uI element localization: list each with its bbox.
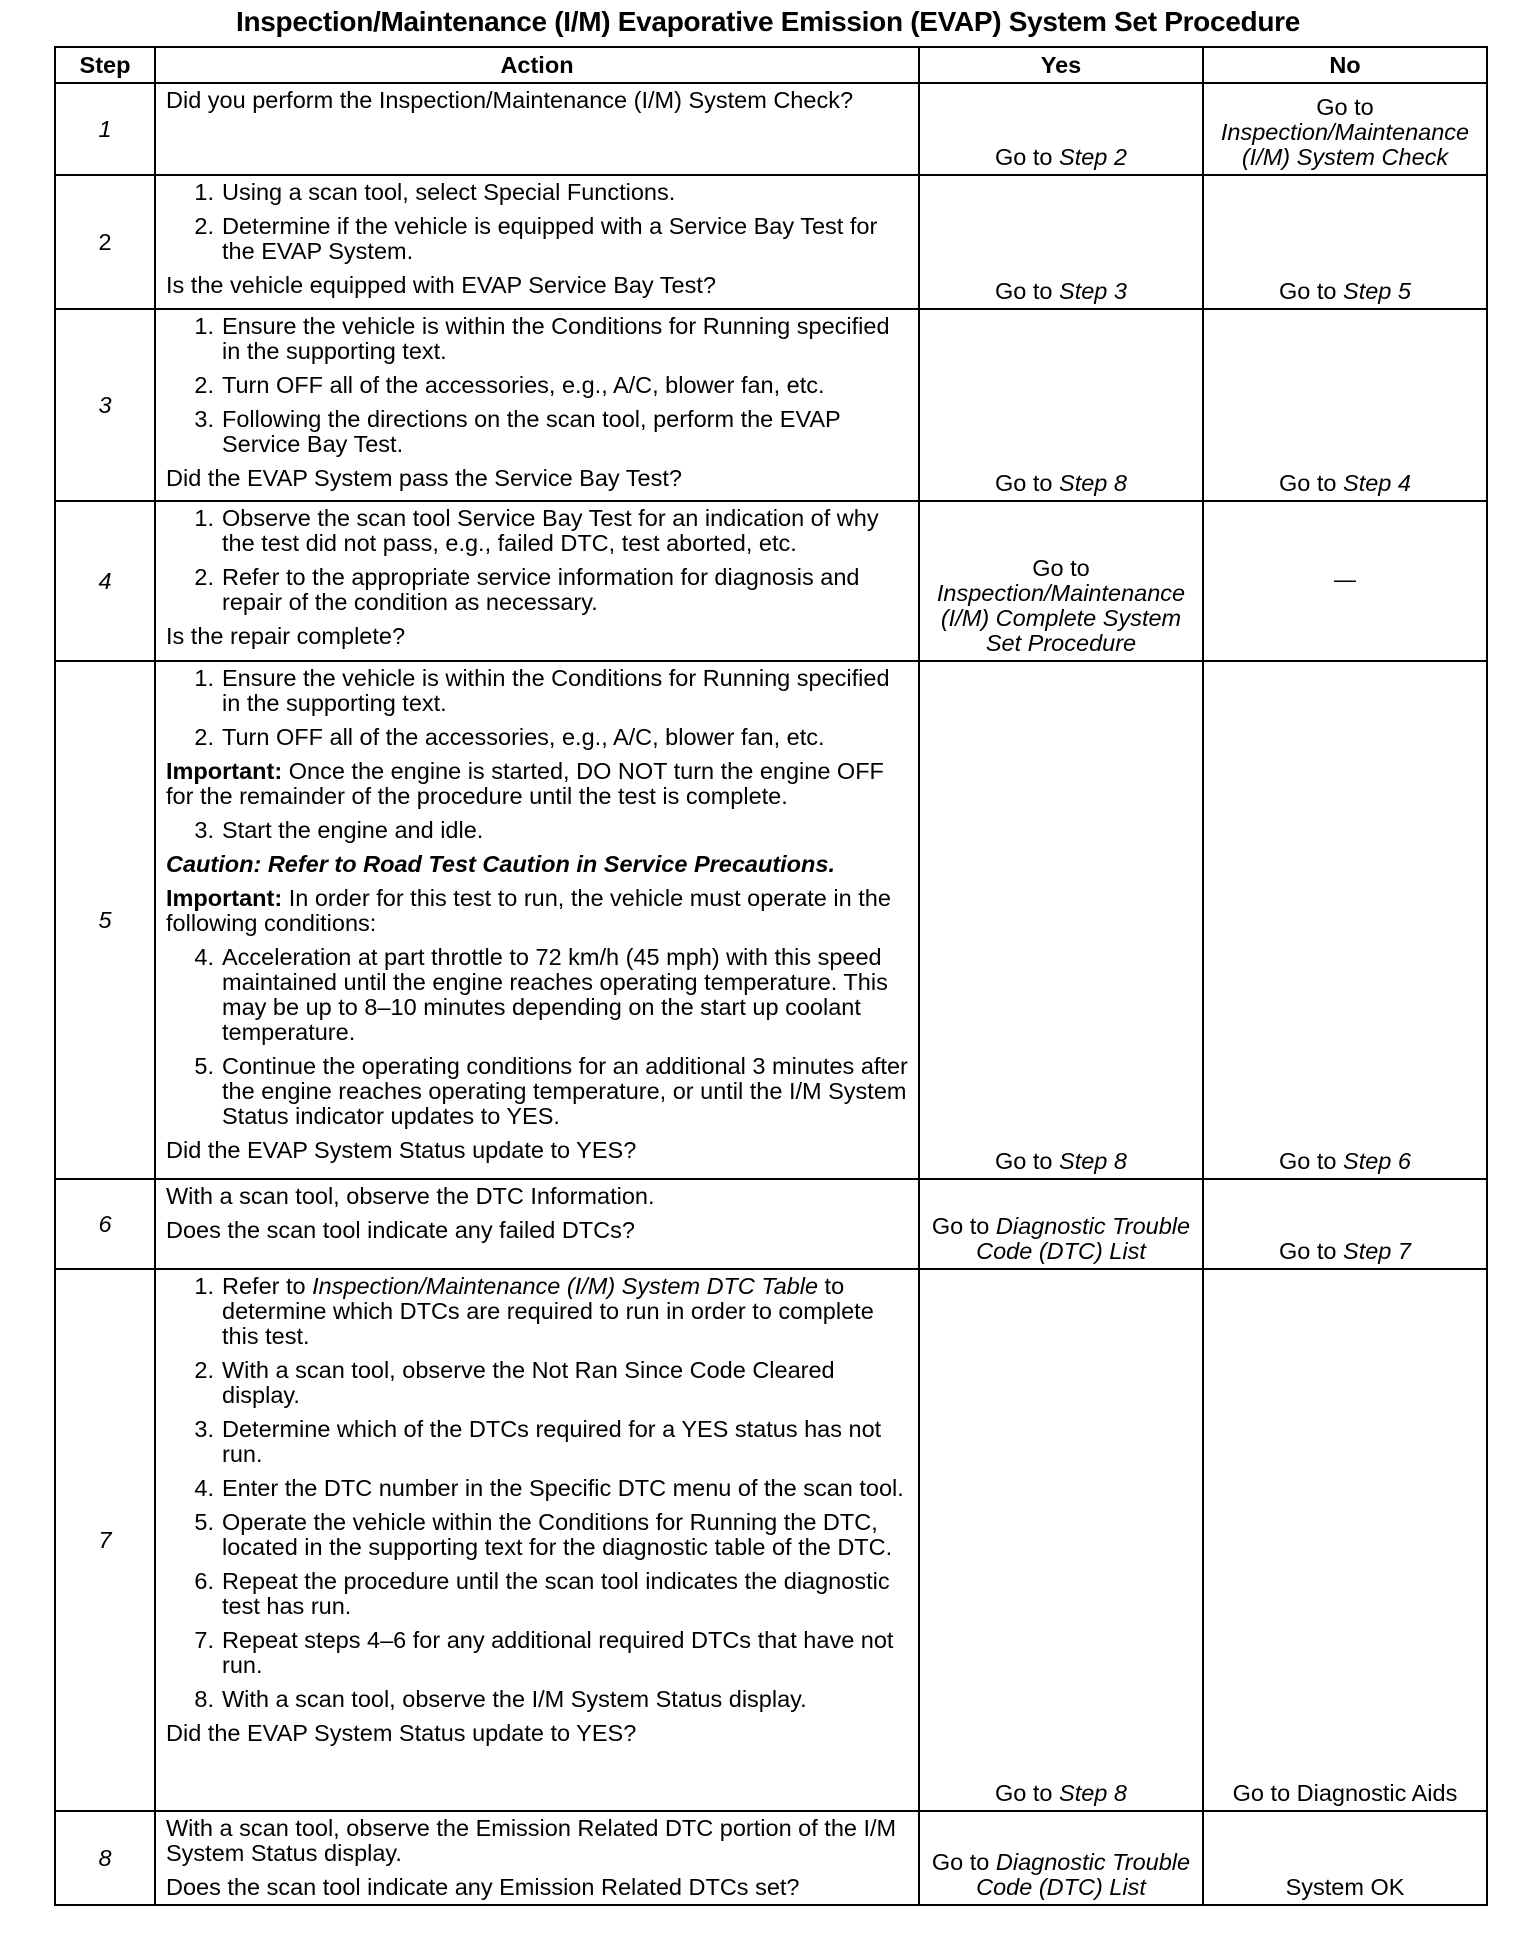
yes-cell [919,1269,1203,1811]
diagnostic-aids-link[interactable]: Go to Diagnostic Aids [1232,1780,1458,1806]
step-number: 2 [55,175,155,309]
yes-step-link[interactable]: Step 2 [1059,144,1127,170]
yes-cell [919,661,1203,1179]
list-item [166,407,908,457]
question: Did you perform the Inspection/Maintenance (I/M) System Check? [166,87,854,113]
table-row [55,309,1487,501]
item-text: to determine which DTCs are required to run in order to complete this test. [222,1273,874,1349]
item-number: 4. [194,944,214,970]
question: Is the vehicle equipped with EVAP Service Bay Test? [166,272,716,298]
yes-step-link[interactable]: Step 8 [1059,470,1127,496]
item-number: 2. [194,724,214,750]
action-cell [155,83,919,175]
list-item [166,1054,908,1129]
no-step-link[interactable]: Step 6 [1343,1148,1411,1174]
no-step-link[interactable]: Step 4 [1343,470,1411,496]
question: Did the EVAP System pass the Service Bay Test? [166,465,682,491]
no-cell [1203,309,1487,501]
item-number: 1. [194,313,214,339]
no-step-link[interactable]: Step 5 [1343,278,1411,304]
list-item [166,180,908,205]
table-header-row [55,47,1487,83]
no-cell [1203,1179,1487,1269]
list-item [166,1687,908,1712]
item-text: Refer to [222,1273,313,1299]
item-number: 2. [194,564,214,590]
item-number: 1. [194,505,214,531]
yes-cell [919,175,1203,309]
no-step-link[interactable]: Step 7 [1343,1238,1411,1264]
yes-procedure-link[interactable]: Inspection/Maintenance (I/M) Complete System Set Procedure [936,580,1186,656]
no-procedure-link[interactable]: Inspection/Maintenance (I/M) System Check [1220,119,1470,170]
item-text: Acceleration at part throttle to 72 km/h (45 mph) with this speed maintained until the engine reaches operating temperature. This may be up to 8–10 minutes depending on the start up coolant temperature. [222,944,888,1045]
yes-text: Go to [995,144,1060,170]
item-text: Turn OFF all of the accessories, e.g., A/C, blower fan, etc. [222,724,825,750]
yes-cell [919,1179,1203,1269]
no-text: Go to [1279,278,1344,304]
table-row [55,1269,1487,1811]
no-cell [1203,1811,1487,1905]
important-note [166,759,908,809]
item-text: Repeat the procedure until the scan tool indicates the diagnostic test has run. [222,1568,890,1619]
no-text: Go to [1279,1238,1344,1264]
no-cell [1203,83,1487,175]
item-text: Using a scan tool, select Special Functions. [222,179,676,205]
page-title: Inspection/Maintenance (I/M) Evaporative Emission (EVAP) System Set Procedure [235,6,1300,37]
yes-text: Go to [995,278,1060,304]
item-number: 8. [194,1686,214,1712]
no-cell [1203,501,1487,661]
list-item [166,1510,908,1560]
item-text: Following the directions on the scan tool, perform the EVAP Service Bay Test. [222,406,841,457]
yes-text: Go to [995,1780,1060,1806]
header-no: No [1203,47,1487,83]
table-row [55,501,1487,661]
item-text: With a scan tool, observe the Not Ran Since Code Cleared display. [222,1357,835,1408]
important-note [166,886,908,936]
no-cell [1203,1269,1487,1811]
list-item [166,565,908,615]
list-item [166,725,908,750]
important-label: Important: [166,758,283,784]
question: Is the repair complete? [166,623,406,649]
no-dash: — [1334,566,1356,592]
item-text: Enter the DTC number in the Specific DTC menu of the scan tool. [222,1475,904,1501]
yes-text: Go to [931,1213,996,1239]
item-number: 2. [194,1357,214,1383]
item-number: 1. [194,179,214,205]
no-cell [1203,175,1487,309]
yes-text: Go to [1032,555,1090,581]
yes-cell [919,1811,1203,1905]
yes-cell [919,309,1203,501]
list-item [166,1358,908,1408]
step-number: 3 [55,309,155,501]
item-number: 1. [194,1273,214,1299]
item-text: With a scan tool, observe the I/M System Status display. [222,1686,807,1712]
list-item [166,1476,908,1501]
yes-text: Go to [995,1148,1060,1174]
item-text: Determine if the vehicle is equipped with a Service Bay Test for the EVAP System. [222,213,878,264]
instruction-text: With a scan tool, observe the DTC Information. [166,1183,655,1209]
yes-step-link[interactable]: Step 3 [1059,278,1127,304]
question: Does the scan tool indicate any Emission Related DTCs set? [166,1874,800,1900]
question: Did the EVAP System Status update to YES? [166,1137,637,1163]
step-number: 8 [55,1811,155,1905]
header-yes: Yes [919,47,1203,83]
list-item [166,1274,908,1349]
important-text: Once the engine is started, DO NOT turn the engine OFF for the remainder of the procedure until the test is complete. [166,758,884,809]
list-item [166,314,908,364]
action-cell [155,661,919,1179]
yes-step-link[interactable]: Step 8 [1059,1780,1127,1806]
question: Did the EVAP System Status update to YES? [166,1720,637,1746]
item-text: Observe the scan tool Service Bay Test for an indication of why the test did not pass, e.g., failed DTC, test aborted, etc. [222,505,879,556]
item-number: 4. [194,1475,214,1501]
table-row [55,661,1487,1179]
list-item [166,506,908,556]
no-text: Go to [1279,1148,1344,1174]
action-cell [155,1179,919,1269]
dtc-table-link[interactable]: Inspection/Maintenance (I/M) System DTC Table [312,1273,819,1299]
action-cell [155,175,919,309]
item-number: 3. [194,406,214,432]
no-cell [1203,661,1487,1179]
step-number: 5 [55,661,155,1179]
item-number: 2. [194,213,214,239]
instruction-text: With a scan tool, observe the Emission Related DTC portion of the I/M System Status display. [166,1815,897,1866]
yes-cell [919,501,1203,661]
action-cell [155,501,919,661]
item-text: Refer to the appropriate service information for diagnosis and repair of the condition as necessary. [222,564,860,615]
list-item [166,373,908,398]
header-step: Step [55,47,155,83]
no-text: Go to [1316,94,1374,120]
caution-note: Caution: Refer to Road Test Caution in Service Precautions. [166,851,835,877]
table-row [55,83,1487,175]
table-row [55,1811,1487,1905]
list-item [166,214,908,264]
action-cell [155,1269,919,1811]
item-text: Determine which of the DTCs required for a YES status has not run. [222,1416,882,1467]
list-item [166,666,908,716]
header-action: Action [155,47,919,83]
list-item [166,1569,908,1619]
item-number: 3. [194,1416,214,1442]
list-item [166,945,908,1045]
yes-cell [919,83,1203,175]
item-number: 6. [194,1568,214,1594]
item-number: 1. [194,665,214,691]
yes-step-link[interactable]: Step 8 [1059,1148,1127,1174]
item-text: Start the engine and idle. [222,817,484,843]
item-text: Ensure the vehicle is within the Conditions for Running specified in the supporting text. [222,665,890,716]
action-cell [155,309,919,501]
yes-text: Go to [995,470,1060,496]
procedure-table [54,46,1488,1906]
step-number: 6 [55,1179,155,1269]
item-text: Operate the vehicle within the Conditions for Running the DTC, located in the supporting text for the diagnostic table of the DTC. [222,1509,893,1560]
table-row [55,1179,1487,1269]
important-label: Important: [166,885,283,911]
item-number: 5. [194,1053,214,1079]
item-text: Continue the operating conditions for an additional 3 minutes after the engine reaches operating temperature, or until the I/M System Status indicator updates to YES. [222,1053,908,1129]
list-item [166,1628,908,1678]
yes-procedure-link[interactable]: Diagnostic Trouble Code (DTC) List [976,1849,1191,1900]
table-row [55,175,1487,309]
yes-text: Go to [931,1849,996,1875]
item-number: 5. [194,1509,214,1535]
system-ok-text: System OK [1285,1874,1405,1900]
item-number: 3. [194,817,214,843]
step-number: 1 [55,83,155,175]
yes-procedure-link[interactable]: Diagnostic Trouble Code (DTC) List [976,1213,1191,1264]
item-text: Turn OFF all of the accessories, e.g., A/C, blower fan, etc. [222,372,825,398]
item-number: 7. [194,1627,214,1653]
item-number: 2. [194,372,214,398]
list-item [166,1417,908,1467]
no-text: Go to [1279,470,1344,496]
question: Does the scan tool indicate any failed DTCs? [166,1217,635,1243]
item-text: Ensure the vehicle is within the Conditions for Running specified in the supporting text. [222,313,890,364]
step-number: 7 [55,1269,155,1811]
action-cell [155,1811,919,1905]
step-number: 4 [55,501,155,661]
item-text: Repeat steps 4–6 for any additional required DTCs that have not run. [222,1627,894,1678]
important-text: In order for this test to run, the vehicle must operate in the following conditions: [166,885,891,936]
list-item [166,818,908,843]
